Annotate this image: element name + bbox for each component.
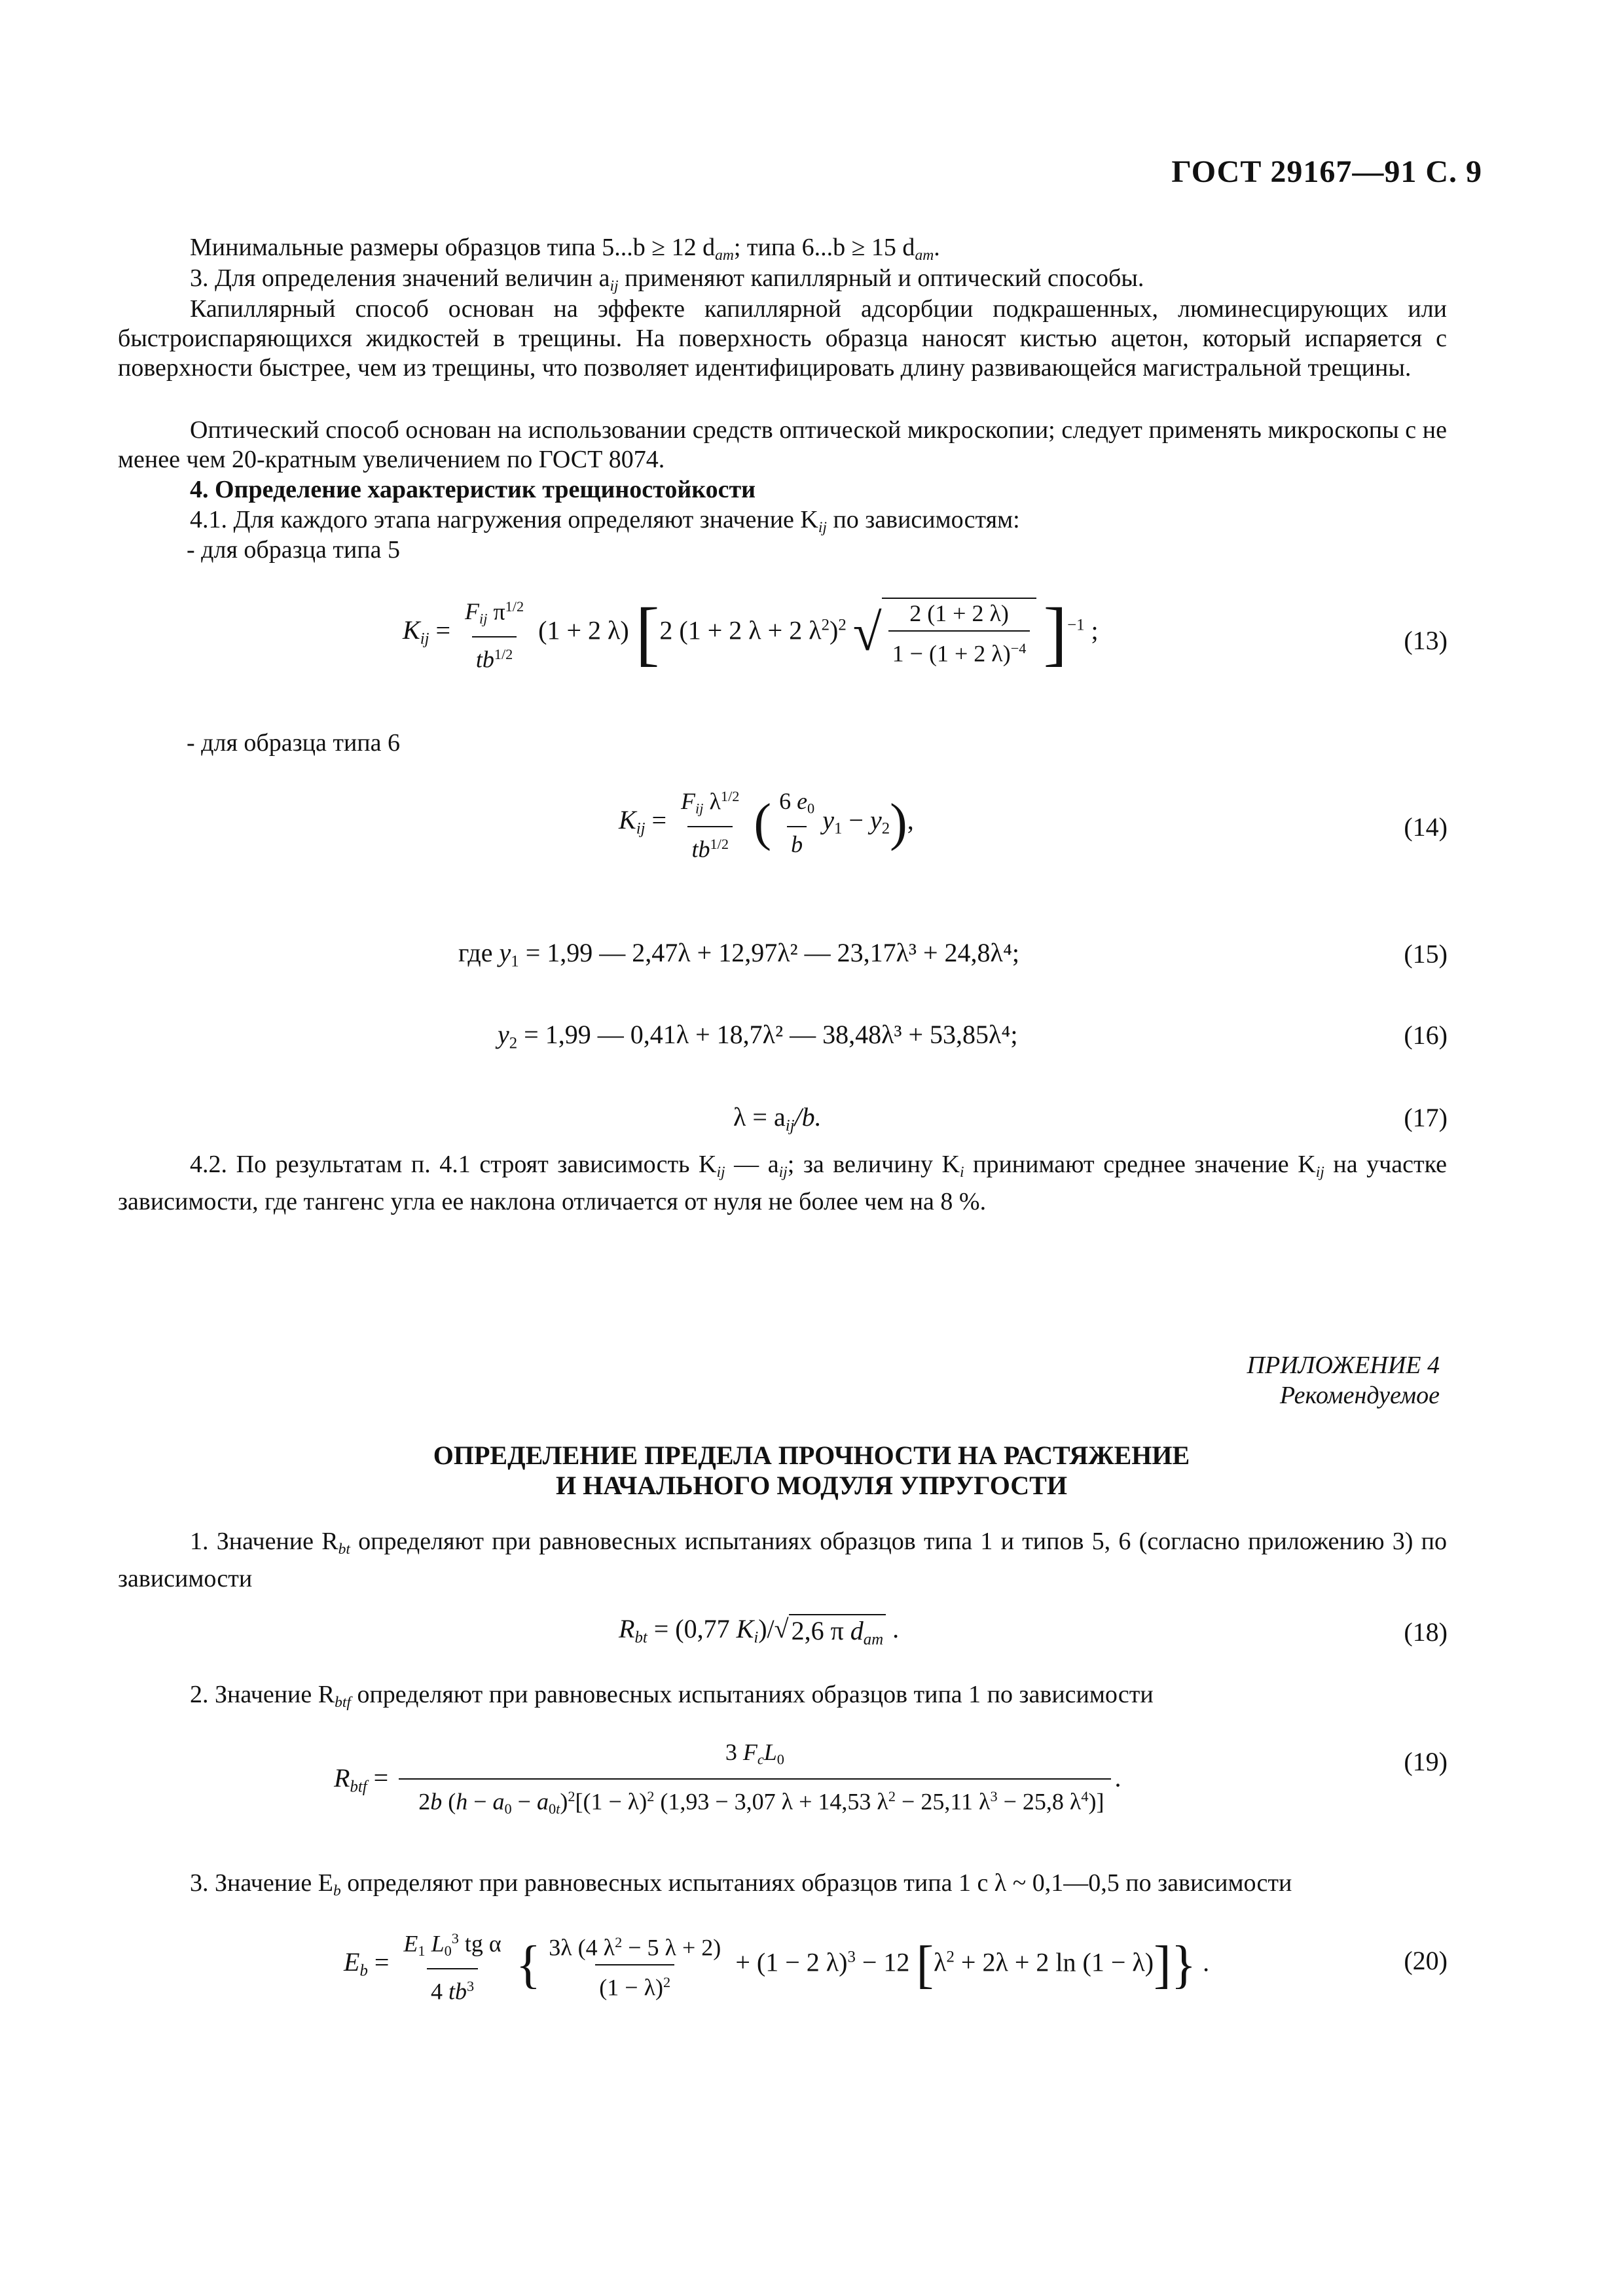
equation-19: $R_{btf}$ = 3 $F_cL_0$ 2b $(h - a_0 - a_{0t})^2[(1 - \lambda)^2$ (1,93 − 3,07 λ + 14,53 $\lambda^2 - 25,11$ $\lambda^3 - 25,8$ $\lambda^4$)] .: [334, 1738, 1122, 1823]
subscript: bt: [338, 1541, 350, 1558]
text: 3. Значение E: [190, 1869, 333, 1897]
text: 1. Значение R: [190, 1528, 338, 1555]
formula-text: λ = a: [733, 1102, 786, 1132]
text: ; типа 6...b ≥ 15 d: [733, 234, 915, 261]
subscript: ij: [818, 519, 827, 537]
page-header: ГОСТ 29167—91 С. 9: [1171, 154, 1482, 189]
formula-text: /b.: [794, 1102, 822, 1132]
paragraph-value-1: [118, 1527, 1447, 1594]
paragraph-value-3: [190, 1869, 1292, 1906]
appendix-title-line-2: И НАЧАЛЬНОГО МОДУЛЯ УПРУГОСТИ: [556, 1471, 1067, 1500]
paragraph-value-2: [190, 1680, 1154, 1717]
subscript: btf: [335, 1694, 351, 1712]
text: 2. Значение R: [190, 1681, 335, 1708]
equation-20: $E_b$ = $\frac{E_1 L_0^3 tg \alpha}{4 tb^3}$ { $\frac{3\lambda (4 \lambda^2 - 5 \lambda + 2)}{(1 - \lambda)^2}$ + (1 − 2 λ)$^3$ − 12 [$\lambda^2 + 2\lambda + 2$ ln (1 − λ)]} .: [344, 1930, 1210, 2005]
label-type-6: - для образца типа 6: [187, 729, 400, 757]
text: по зависимостям:: [826, 506, 1020, 533]
equation-number: (16): [1404, 1020, 1448, 1050]
text: определяют при равновесных испытаниях образцов типа 1 по зависимости: [350, 1681, 1154, 1708]
subscript: ij: [716, 1164, 725, 1181]
appendix-type: Рекомендуемое: [1279, 1382, 1440, 1409]
equation-number: (14): [1404, 812, 1448, 842]
text: — a: [725, 1151, 779, 1178]
equation-15: где $y_1 = 1,99$ — 2,47λ + 12,97λ² — 23,17λ³ + 24,8λ⁴;: [458, 938, 1019, 971]
equation-14: $K_{ij}$ = $F_{ij}$ $\lambda^{1/2}$ $tb^{1/2}$ ( $\frac{6 e_0}{b}$ $y_1 - y_2$),: [619, 788, 914, 863]
text: 4.1. Для каждого этапа нагружения определяют значение K: [190, 506, 818, 533]
equation-13: $K_{ij}$ = $F_{ij}$ $\pi^{1/2}$ $tb^{1/2}$ (1 + 2 λ) [2 (1 + 2 λ + 2 $\lambda^2)^2$ √ $\frac{2 (1 + 2 \lambda)}{1 - (1 + 2 \lambda)^{-4}}$ ]$^{-1}$ ;: [403, 593, 1099, 673]
equation-number: (20): [1404, 1946, 1448, 1975]
text: 3. Для определения значений величин a: [190, 264, 610, 292]
paragraph-optical: Оптический способ основан на использовании средств оптической микроскопии; следует применять микроскопы с не менее чем 20-кратным увеличением по ГОСТ 8074.: [118, 416, 1447, 473]
text: применяют капиллярный и оптический способы.: [618, 264, 1144, 292]
text: принимают среднее значение K: [964, 1151, 1316, 1178]
label-type-5: - для образца типа 5: [187, 536, 400, 564]
subscript: ij: [610, 278, 619, 295]
section-heading-4: 4. Определение характеристик трещиностойкости: [190, 476, 756, 503]
text: где: [458, 938, 493, 967]
equation-number: (15): [1404, 939, 1448, 969]
appendix-label: ПРИЛОЖЕНИЕ 4: [1247, 1352, 1440, 1379]
formula-text: = 1,99 — 0,41λ + 18,7λ² — 38,48λ³ + 53,85λ⁴;: [517, 1020, 1018, 1049]
paragraph-capillary: Капиллярный способ основан на эффекте капиллярной адсорбции подкрашенных, люминесцирующих или быстроиспаряющихся жидкостей в трещины. На поверхность образца наносят кистью ацетон, который испаряется с поверхности быстрее, чем из трещины, что позволяет идентифицировать длину развивающейся магистральной трещины.: [118, 295, 1447, 382]
text: на участке зависимости, где тангенс угла ее наклона отличается от нуля не более чем на 8 %.: [118, 1151, 1447, 1216]
subscript: ij: [778, 1164, 788, 1181]
text: определяют при равновесных испытаниях образцов типа 1 с λ ~ 0,1—0,5 по зависимости: [340, 1869, 1292, 1897]
subscript: ij: [785, 1117, 795, 1135]
appendix-title-line-1: ОПРЕДЕЛЕНИЕ ПРЕДЕЛА ПРОЧНОСТИ НА РАСТЯЖЕНИЕ: [433, 1441, 1190, 1470]
text: Минимальные размеры образцов типа 5...b ≥ 12 d: [190, 234, 716, 261]
text: 4.2. По результатам п. 4.1 строят зависимость K: [190, 1151, 717, 1178]
formula-text: = 1,99 — 2,47λ + 12,97λ² — 23,17λ³ + 24,8λ⁴;: [519, 938, 1019, 967]
equation-18: $R_{bt} = (0,77$ $K_i)/√$ 2,6 π $d_{am}$ .: [619, 1614, 900, 1649]
equation-number: (18): [1404, 1617, 1448, 1647]
equation-17: [733, 1102, 822, 1135]
text: ; за величину K: [787, 1151, 960, 1178]
subscript: am: [715, 247, 734, 264]
equation-number: (17): [1404, 1103, 1448, 1132]
equation-16: $y_2 = 1,99$ — 0,41λ + 18,7λ² — 38,48λ³ + 53,85λ⁴;: [498, 1020, 1018, 1052]
equation-number: (19): [1404, 1747, 1448, 1776]
text: .: [934, 234, 940, 261]
subscript: b: [333, 1882, 341, 1900]
subscript: i: [960, 1164, 964, 1181]
subscript: am: [915, 247, 934, 264]
equation-number: (13): [1404, 626, 1448, 655]
text: определяют при равновесных испытаниях образцов типа 1 и типов 5, 6 (согласно приложению 3) по зависимости: [118, 1528, 1447, 1593]
paragraph-4-2: [118, 1150, 1447, 1217]
subscript: ij: [1315, 1164, 1324, 1181]
